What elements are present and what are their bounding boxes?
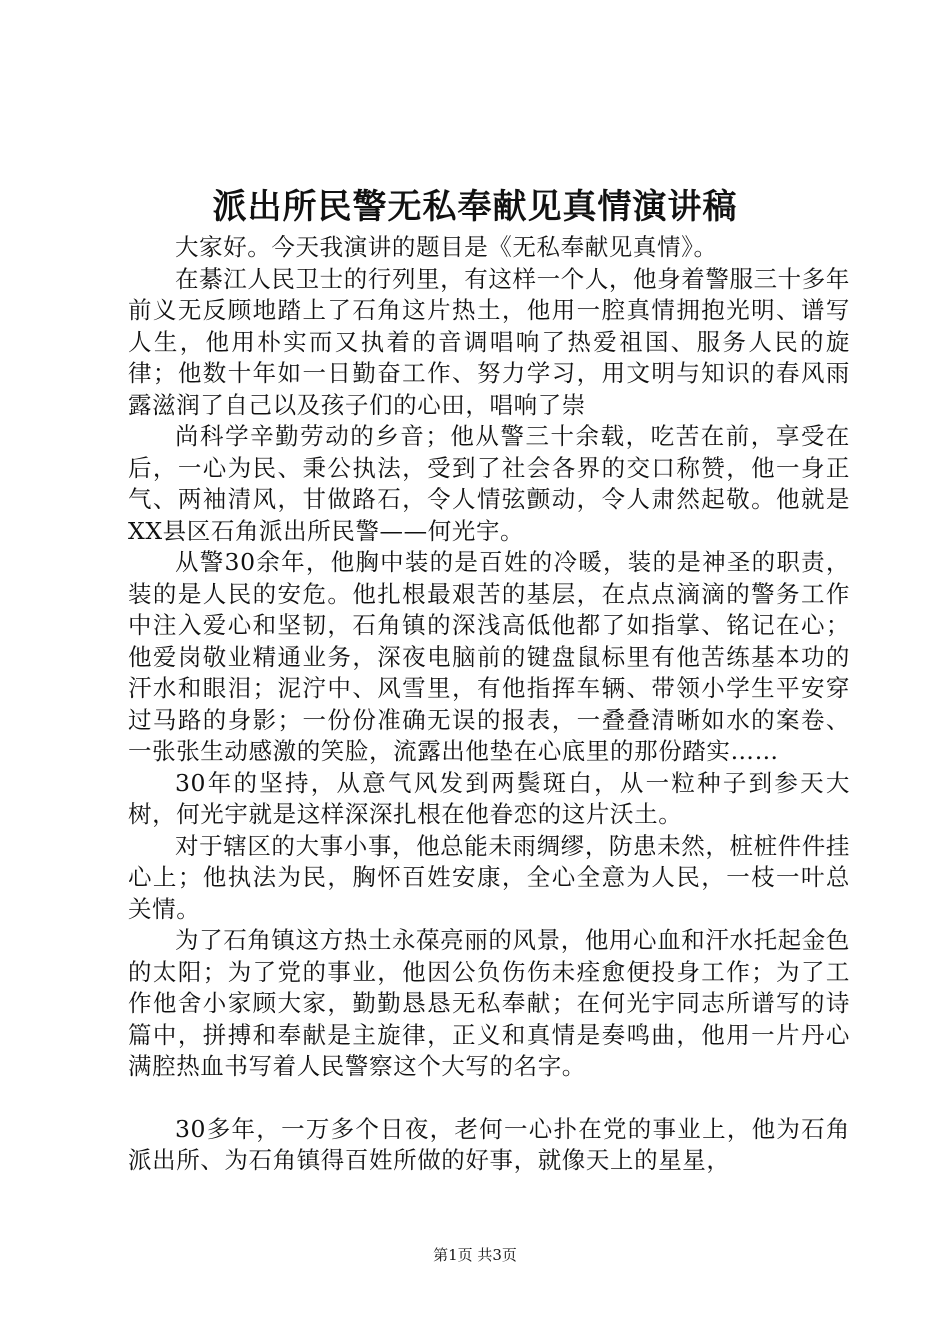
- paragraph-jurisdiction: 对于辖区的大事小事，他总能未雨绸缪，防患未然，桩桩件件挂心上；他执法为民，胸怀百姓安康，全心全意为人民，一枝一叶总关情。: [128, 831, 850, 923]
- document-body: [128, 232, 850, 1177]
- paragraph-days-and-nights: 30多年，一万多个日夜，老何一心扑在党的事业上，他为石角派出所、为石角镇得百姓所做的好事，就像天上的星星，: [128, 1114, 850, 1174]
- paragraph-greeting: 大家好。今天我演讲的题目是《无私奉献见真情》。: [175, 233, 718, 261]
- paragraph-thirty-years-service: 从警30余年，他胸中装的是百姓的冷暖，装的是神圣的职责，装的是人民的安危。他扎根最艰苦的基层，在点点滴滴的警务工作中注入爱心和坚韧，石角镇的深浅高低他都了如指掌、铭记在心；他爱岗敬业精通业务，深夜电脑前的键盘鼠标里有他苦练基本功的汗水和眼泪；泥泞中、风雪里，有他指挥车辆、带领小学生平安穿过马路的身影；一份份准确无误的报表，一叠叠清晰如水的案卷、一张张生动感激的笑脸，流露出他垫在心底里的那份踏实……: [128, 548, 850, 765]
- paragraph-dedication: 为了石角镇这方热土永葆亮丽的风景，他用心血和汗水托起金色的太阳；为了党的事业，他因公负伤伤未痊愈便投身工作；为了工作他舍小家顾大家，勤勤恳恳无私奉献；在何光宇同志所谱写的诗篇中，拼搏和奉献是主旋律，正义和真情是奏鸣曲，他用一片丹心满腔热血书写着人民警察这个大写的名字。: [128, 926, 850, 1080]
- document-title: 派出所民警无私奉献见真情演讲稿: [212, 187, 738, 227]
- paragraph-persistence: 30年的坚持，从意气风发到两鬓斑白，从一粒种子到参天大树，何光宇就是这样深深扎根在他眷恋的这片沃土。: [128, 768, 850, 828]
- paragraph-introduction: 在綦江人民卫士的行列里，有这样一个人，他身着警服三十多年前义无反顾地踏上了石角这片热土，他用一腔真情拥抱光明、谱写人生，他用朴实而又执着的音调唱响了热爱祖国、服务人民的旋律；他数十年如一日勤奋工作、努力学习，用文明与知识的春风雨露滋润了自己以及孩子们的心田，唱响了崇: [128, 264, 850, 419]
- paragraph-introduction-continued: 尚科学辛勤劳动的乡音；他从警三十余载，吃苦在前，享受在后，一心为民、秉公执法，受到了社会各界的交口称赞，他一身正气、两袖清风，甘做路石，令人情弦颤动，令人肃然起敬。他就是XX县区石角派出所民警——何光宇。: [128, 422, 850, 545]
- page-number-footer: 第1页 共3页: [433, 1246, 517, 1264]
